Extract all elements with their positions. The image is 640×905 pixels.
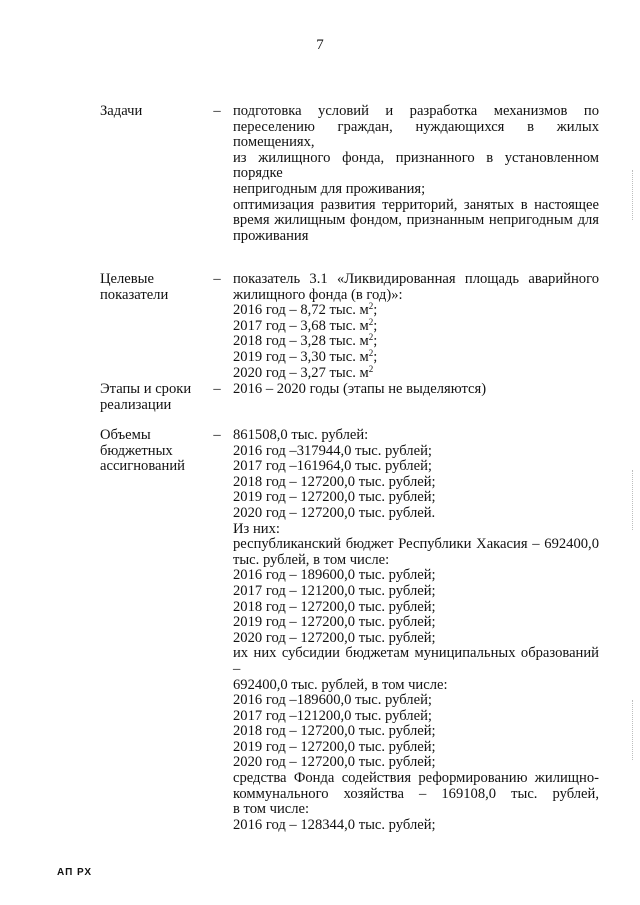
budget-content: [233, 428, 599, 833]
budget-line: 2018 год – 127200,0 тыс. рублей;: [233, 723, 436, 740]
budget-line: 2018 год – 127200,0 тыс. рублей;: [233, 598, 436, 615]
targets-year-line: 2020 год – 3,27 тыс. $м^2$: [233, 363, 374, 381]
budget-line: их них субсидии бюджетам муниципальных образований –: [233, 645, 599, 677]
budget-line: коммунального хозяйства – 169108,0 тыс. рублей,: [233, 785, 599, 802]
budget-dash: –: [213, 427, 221, 443]
budget-line: 2016 год –317944,0 тыс. рублей;: [233, 442, 432, 459]
tasks-dash: –: [213, 103, 221, 119]
page-number: 7: [316, 37, 324, 53]
budget-label-line: Объемы: [100, 427, 151, 443]
tasks-label: Задачи: [100, 103, 143, 119]
tasks-line: подготовка условий и разработка механизмов по: [233, 103, 599, 119]
targets-label: [100, 272, 205, 303]
scan-artifact: [632, 170, 634, 220]
budget-line: 2020 год – 127200,0 тыс. рублей;: [233, 754, 436, 771]
targets-year-line: 2017 год – 3,68 тыс. $м^2$;: [233, 316, 378, 334]
stages-dash: –: [213, 381, 221, 397]
budget-line: в том числе:: [233, 801, 310, 818]
scan-artifact: [632, 700, 634, 760]
targets-year-line: 2018 год – 3,28 тыс. $м^2$;: [233, 332, 378, 350]
targets-year-line: 2016 год – 8,72 тыс. $м^2$;: [233, 301, 378, 319]
targets-content: [233, 272, 599, 381]
budget-line: 861508,0 тыс. рублей:: [233, 427, 369, 443]
budget-line: 2020 год – 127200,0 тыс. рублей.: [233, 504, 436, 521]
budget-line: 2020 год – 127200,0 тыс. рублей;: [233, 629, 436, 646]
footer-stamp: АП РХ: [57, 867, 93, 878]
stages-content: [233, 382, 599, 398]
stages-label-line: Этапы и сроки: [100, 381, 192, 397]
targets-label-line: Целевые: [100, 271, 154, 287]
budget-line: 2016 год –189600,0 тыс. рублей;: [233, 692, 432, 709]
targets-dash: –: [213, 271, 221, 287]
targets-line: показатель 3.1 «Ликвидированная площадь аварийного: [233, 271, 599, 287]
budget-line: 2018 год – 127200,0 тыс. рублей;: [233, 473, 436, 490]
budget-line: Из них:: [233, 520, 280, 537]
budget-line: 2019 год – 127200,0 тыс. рублей;: [233, 738, 436, 755]
targets-year-line: 2019 год – 3,30 тыс. $м^2$;: [233, 347, 378, 365]
budget-line: тыс. рублей, в том числе:: [233, 551, 390, 568]
tasks-line: непригодным для проживания;: [233, 180, 426, 197]
tasks-line: время жилищным фондом, признанным непригодным для: [233, 212, 599, 229]
stages-label-line: реализации: [100, 396, 172, 413]
budget-line: 2019 год – 127200,0 тыс. рублей;: [233, 614, 436, 631]
budget-label-line: бюджетных: [100, 442, 173, 459]
budget-line: 2017 год –121200,0 тыс. рублей;: [233, 707, 432, 724]
tasks-line: оптимизация развития территорий, занятых в настоящее: [233, 196, 599, 213]
targets-label-line: показатели: [100, 286, 169, 303]
budget-line: 2016 год – 128344,0 тыс. рублей;: [233, 816, 436, 833]
tasks-content: [233, 104, 599, 244]
budget-line: 2016 год – 189600,0 тыс. рублей;: [233, 567, 436, 584]
tasks-line: проживания: [233, 227, 309, 244]
budget-line: республиканский бюджет Республики Хакасия – 692400,0: [233, 536, 599, 553]
targets-line: жилищного фонда (в год)»:: [233, 286, 403, 303]
budget-line: 2017 год – 121200,0 тыс. рублей;: [233, 582, 436, 599]
budget-label-line: ассигнований: [100, 458, 185, 475]
budget-line: средства Фонда содействия реформированию жилищно-: [233, 770, 599, 787]
budget-label: [100, 428, 205, 475]
budget-line: 2017 год –161964,0 тыс. рублей;: [233, 458, 432, 475]
tasks-line: из жилищного фонда, признанного в установленном порядке: [233, 149, 599, 182]
budget-line: 2019 год – 127200,0 тыс. рублей;: [233, 489, 436, 506]
scan-artifact: [632, 470, 634, 530]
budget-line: 692400,0 тыс. рублей, в том числе:: [233, 676, 448, 693]
stages-text: 2016 – 2020 годы (этапы не выделяются): [233, 381, 487, 397]
stages-label: [100, 382, 205, 413]
tasks-line: переселению граждан, нуждающихся в жилых помещениях,: [233, 118, 599, 151]
